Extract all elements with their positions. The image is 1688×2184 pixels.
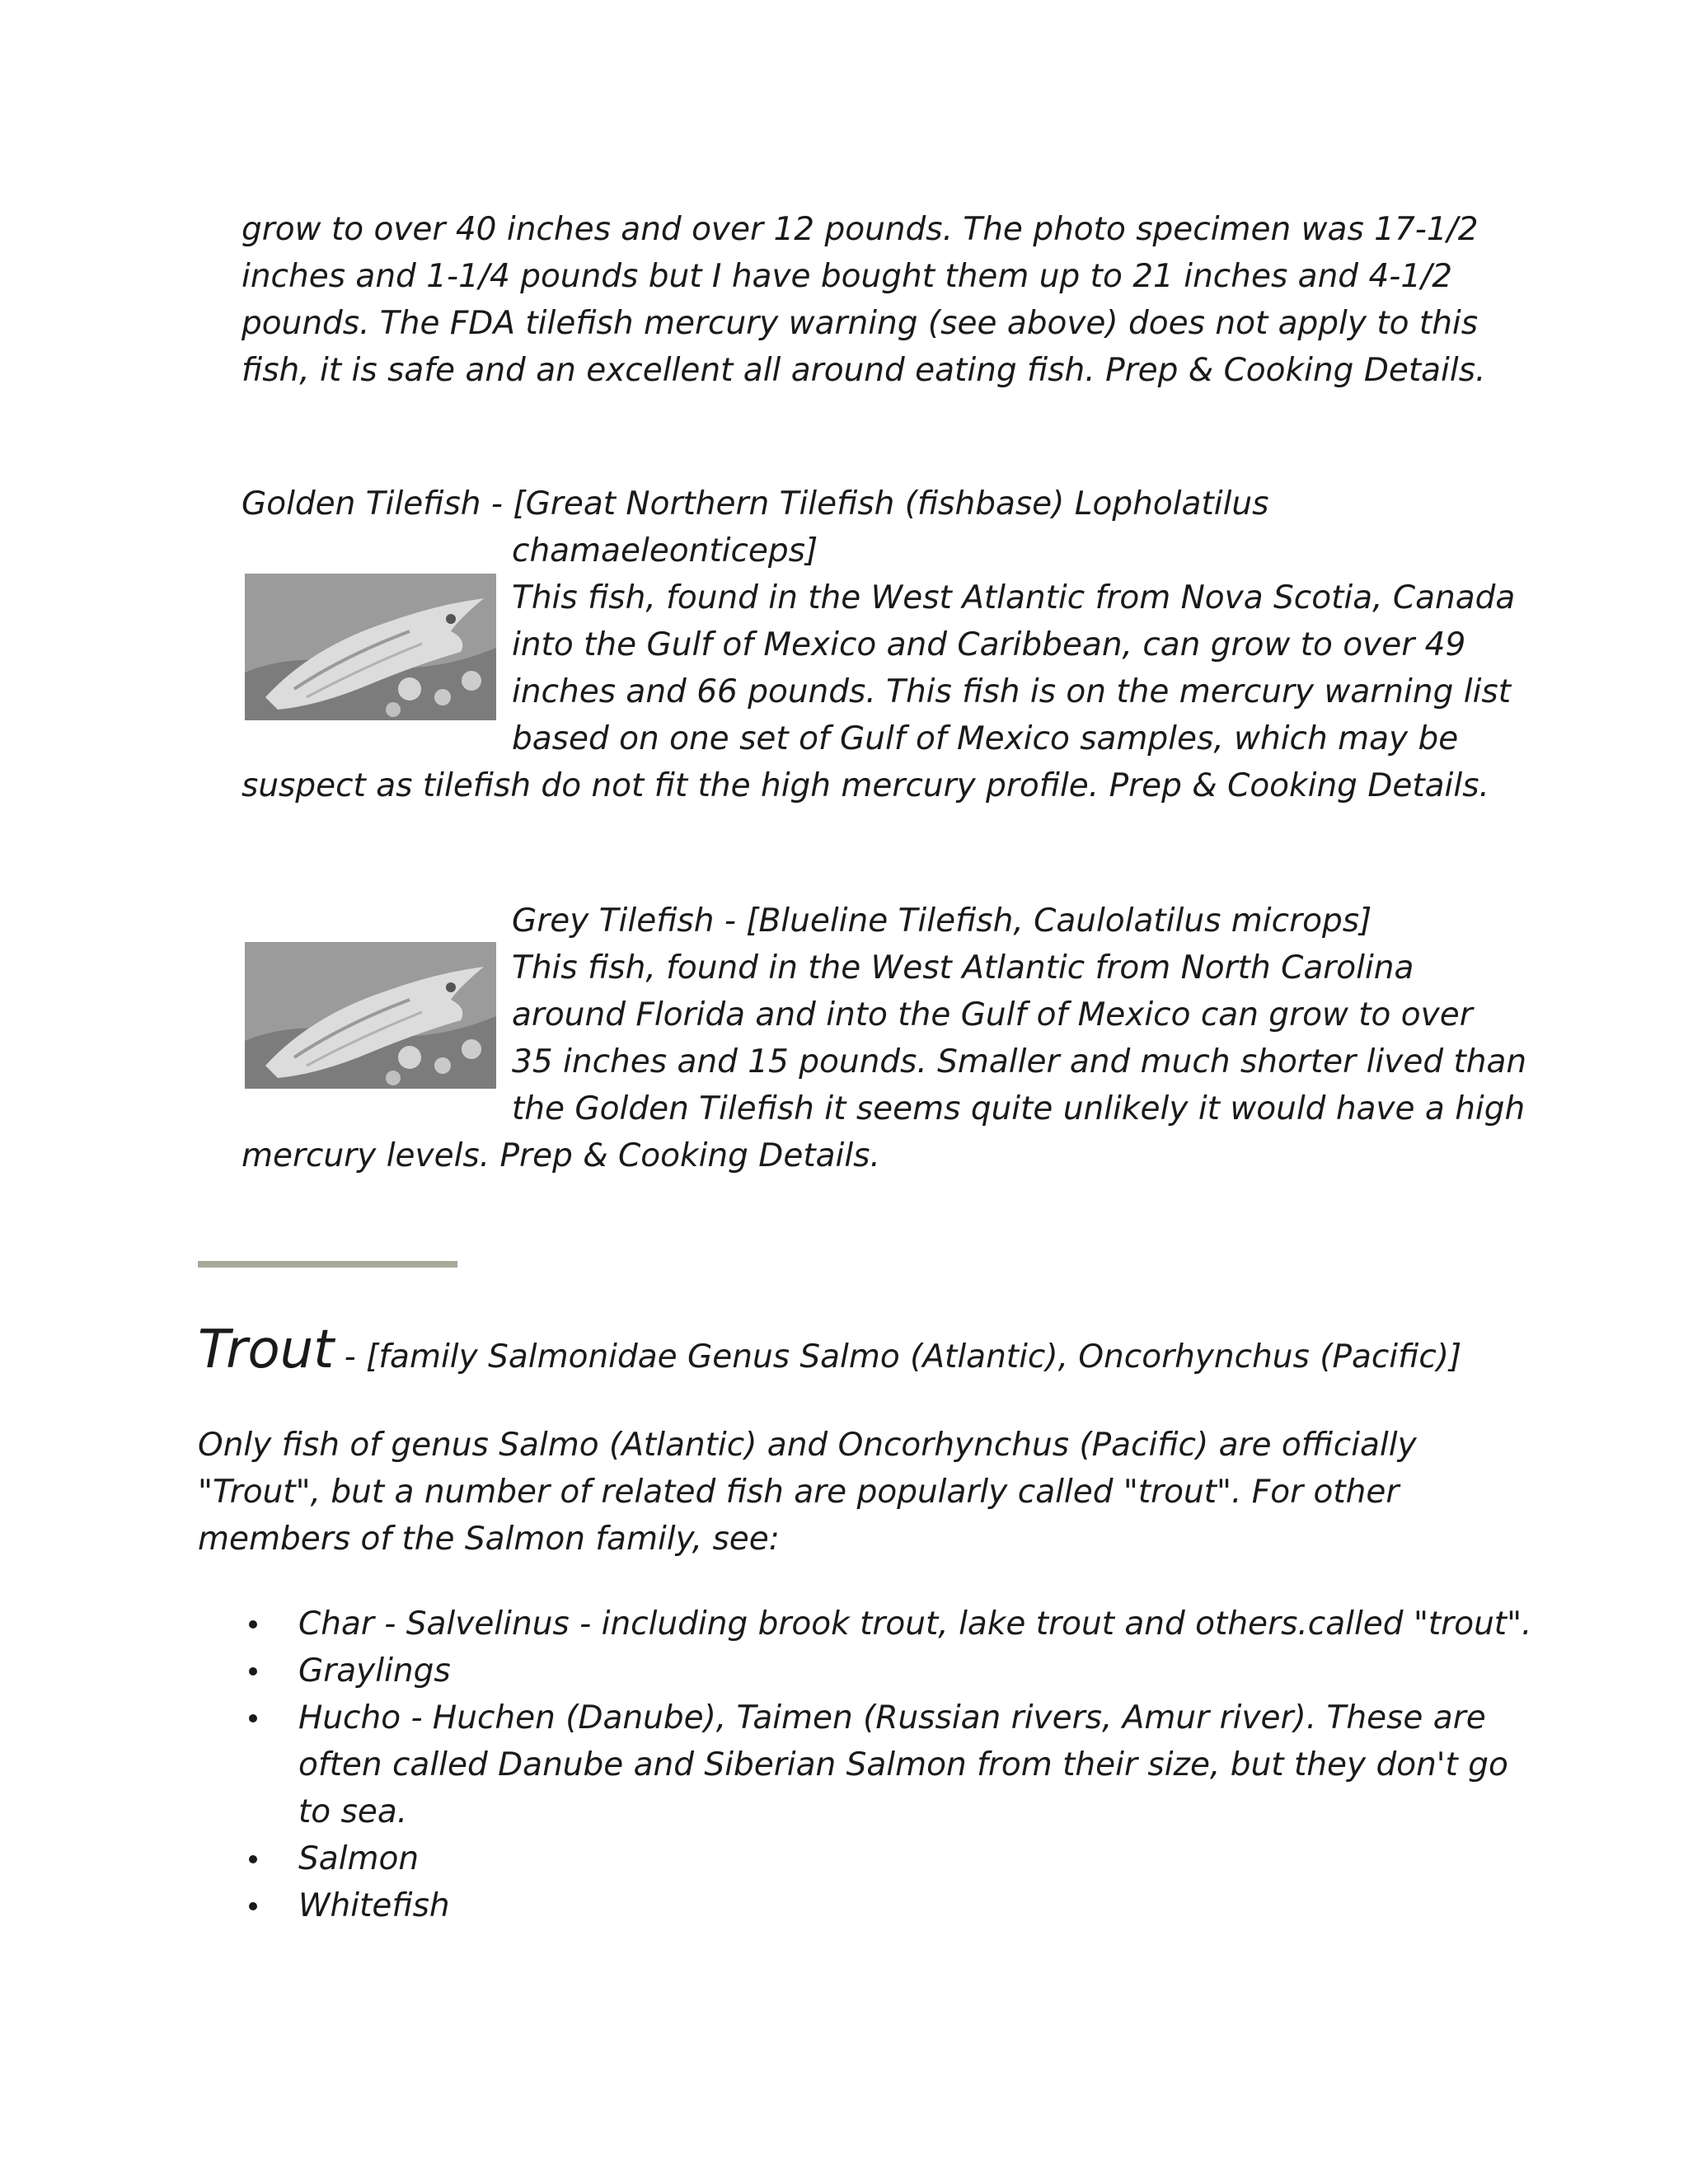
bullet-icon bbox=[249, 1667, 257, 1675]
text-line: Char - Salvelinus - including brook trout, lake trout and others.called "trout". bbox=[298, 1605, 1532, 1643]
text-line: Graylings bbox=[298, 1652, 451, 1690]
golden-tilefish-last-line bbox=[241, 762, 1489, 809]
text-line: grow to over 40 inches and over 12 pounds. The photo specimen was 17-1/2 bbox=[241, 211, 1479, 248]
text-line: Only fish of genus Salmo (Atlantic) and Oncorhynchus (Pacific) are officially bbox=[198, 1427, 1417, 1464]
bullet-icon bbox=[249, 1902, 257, 1910]
text-line: members of the Salmon family, see: bbox=[198, 1521, 780, 1558]
text-line: Grey Tilefish - [Blueline Tilefish, Caulolatilus microps] bbox=[512, 902, 1372, 940]
text-line: pounds. The FDA tilefish mercury warning (see above) does not apply to this bbox=[241, 305, 1479, 342]
text-line: mercury levels. Prep & Cooking Details. bbox=[241, 1137, 880, 1174]
golden-tilefish-body bbox=[512, 527, 1515, 762]
text-line: often called Danube and Siberian Salmon from their size, but they don't go bbox=[298, 1746, 1508, 1783]
bullet-icon bbox=[249, 1714, 257, 1722]
section-divider bbox=[198, 1261, 457, 1268]
grey-tilefish-last-line bbox=[241, 1132, 880, 1179]
text-line: inches and 1-1/4 pounds but I have bought them up to 21 inches and 4-1/2 bbox=[241, 258, 1453, 295]
bullet-icon bbox=[249, 1620, 257, 1629]
text-line: Salmon bbox=[298, 1840, 420, 1877]
list-item-salmon bbox=[198, 1835, 1531, 1882]
text-line: Whitefish bbox=[298, 1887, 450, 1924]
text-line: the Golden Tilefish it seems quite unlikely it would have a high bbox=[512, 1090, 1526, 1127]
text-line: Golden Tilefish - [Great Northern Tilefish (fishbase) Lopholatilus bbox=[241, 485, 1269, 523]
trout-intro bbox=[198, 1422, 1417, 1563]
list-item-hucho bbox=[198, 1694, 1531, 1835]
text-line: suspect as tilefish do not fit the high mercury profile. Prep & Cooking Details. bbox=[241, 767, 1489, 804]
text-line: 35 inches and 15 pounds. Smaller and much shorter lived than bbox=[512, 1043, 1527, 1080]
text-line: "Trout", but a number of related fish are popularly called "trout". For other bbox=[198, 1474, 1400, 1511]
golden-tilefish-title bbox=[241, 480, 1268, 527]
grey-tilefish-photo bbox=[245, 942, 496, 1089]
trout-heading bbox=[198, 1319, 1461, 1381]
list-item-graylings bbox=[198, 1647, 1531, 1694]
golden-tilefish-photo bbox=[245, 574, 496, 720]
text-line: into the Gulf of Mexico and Caribbean, can grow to over 49 bbox=[512, 626, 1466, 663]
text-line: fish, it is safe and an excellent all around eating fish. Prep & Cooking Details. bbox=[241, 352, 1486, 389]
trout-title: Trout bbox=[198, 1319, 335, 1380]
text-line: This fish, found in the West Atlantic from North Carolina bbox=[512, 949, 1414, 987]
trout-subtitle: - [family Salmonidae Genus Salmo (Atlantic), Oncorhynchus (Pacific)] bbox=[334, 1338, 1462, 1376]
grey-tilefish-body bbox=[512, 898, 1526, 1132]
list-item-whitefish bbox=[198, 1882, 1531, 1929]
text-line: to sea. bbox=[298, 1793, 408, 1830]
list-item-char bbox=[198, 1601, 1531, 1647]
text-line: around Florida and into the Gulf of Mexico can grow to over bbox=[512, 996, 1473, 1033]
text-line: This fish, found in the West Atlantic from Nova Scotia, Canada bbox=[512, 579, 1516, 616]
text-line: based on one set of Gulf of Mexico samples, which may be bbox=[512, 720, 1459, 757]
text-line: chamaeleonticeps] bbox=[512, 532, 818, 569]
intro-paragraph bbox=[241, 206, 1485, 394]
text-line: inches and 66 pounds. This fish is on the mercury warning list bbox=[512, 673, 1512, 710]
salmon-family-list bbox=[198, 1601, 1531, 1929]
text-line: Hucho - Huchen (Danube), Taimen (Russian rivers, Amur river). These are bbox=[298, 1699, 1486, 1736]
bullet-icon bbox=[249, 1855, 257, 1863]
